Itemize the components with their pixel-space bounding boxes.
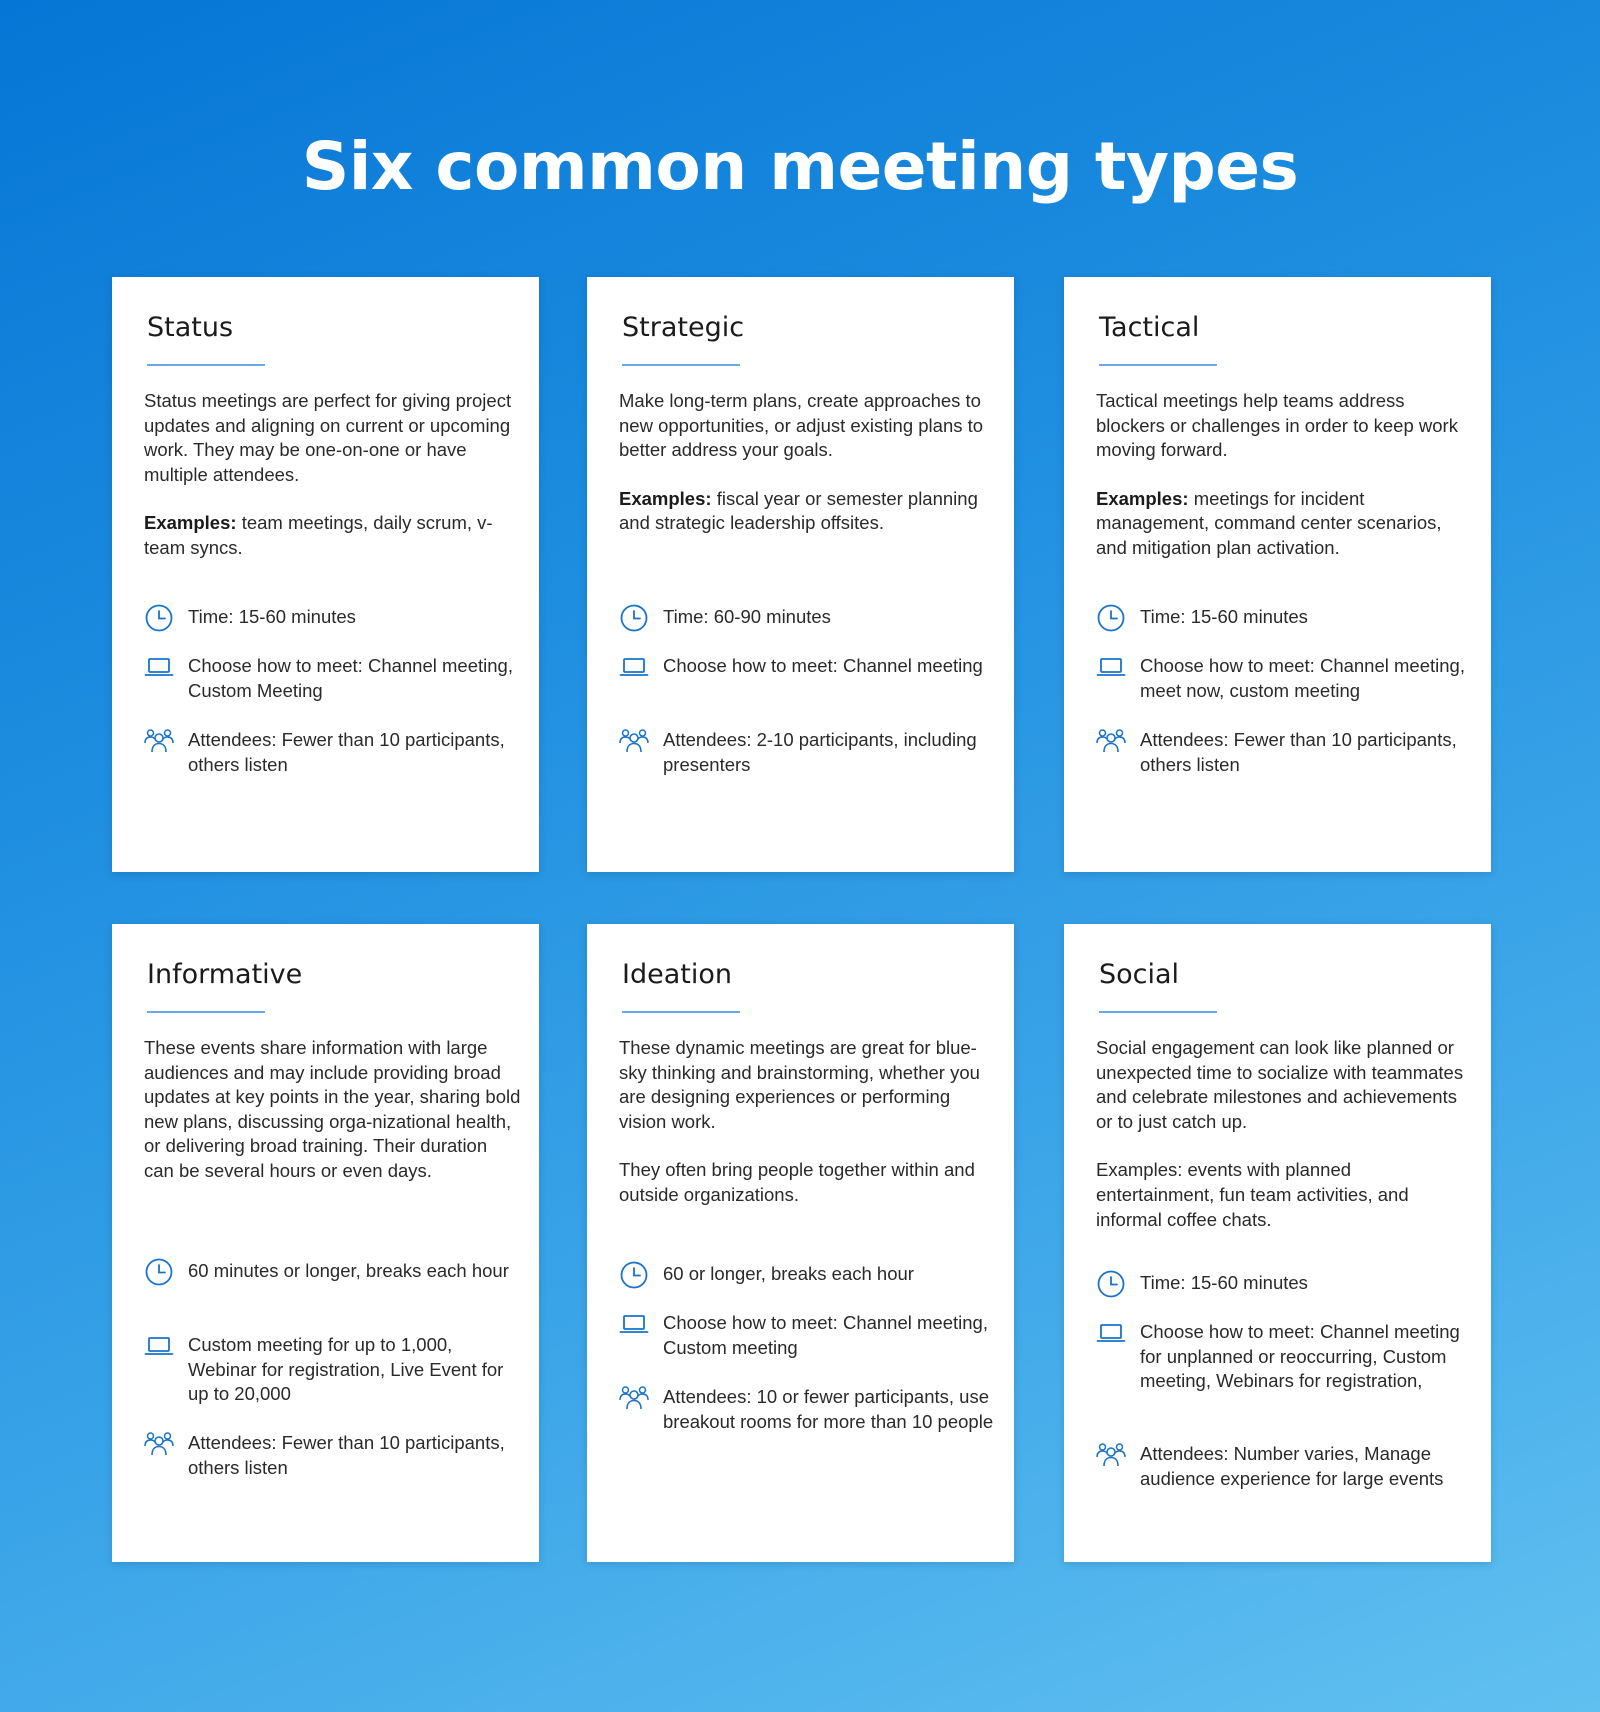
laptop-icon	[1096, 1318, 1126, 1348]
examples-text: team meetings, daily scrum, v-team syncs.	[144, 512, 493, 558]
card-ideation	[587, 924, 1014, 1562]
clock-icon	[1096, 603, 1126, 633]
people-icon	[619, 726, 649, 756]
people-icon	[619, 1383, 649, 1413]
card-description: These dynamic meetings are great for blue-sky thinking and brainstorming, whether you are designing experiences or performing vision work. They often bring people together within and outside organizations.	[619, 1037, 980, 1205]
laptop-icon	[144, 652, 174, 682]
meet-row: Choose how to meet: Channel meeting, meet now, custom meeting	[1096, 654, 1473, 703]
people-icon	[144, 726, 174, 756]
card-description: Status meetings are perfect for giving project updates and aligning on current or upcoming work. They may be one-on-one or have multiple attendees. Examples: team meetings, daily scrum, v-team syncs.	[144, 390, 512, 558]
meet-row: Choose how to meet: Channel meeting for unplanned or reoccurring, Custom meeting, Webinars for registration,	[1096, 1320, 1473, 1394]
people-icon	[1096, 1440, 1126, 1470]
title-divider	[622, 364, 740, 366]
time-row: Time: 60-90 minutes	[619, 605, 996, 633]
attendees-row: Attendees: Fewer than 10 participants, others listen	[1096, 728, 1473, 777]
card-title: Ideation	[622, 959, 732, 990]
card-description: Make long-term plans, create approaches to new opportunities, or adjust existing plans to better address your goals. Examples: fiscal year or semester planning and strategic leadership offsites.	[619, 390, 984, 534]
card-social	[1064, 924, 1491, 1562]
card-tactical	[1064, 277, 1491, 872]
examples-label: Examples:	[144, 512, 237, 534]
card-strategic	[587, 277, 1014, 872]
clock-icon	[144, 1257, 174, 1287]
title-divider	[622, 1011, 740, 1013]
laptop-icon	[1096, 652, 1126, 682]
attendees-row: Attendees: Fewer than 10 participants, others listen	[144, 728, 521, 777]
clock-icon	[619, 1260, 649, 1290]
meet-row: Choose how to meet: Channel meeting	[619, 654, 996, 682]
meet-row: Custom meeting for up to 1,000, Webinar for registration, Live Event for up to 20,000	[144, 1333, 521, 1407]
page-title: Six common meeting types	[301, 128, 1299, 205]
clock-icon	[619, 603, 649, 633]
title-divider	[147, 1011, 265, 1013]
laptop-icon	[619, 1309, 649, 1339]
time-row: 60 or longer, breaks each hour	[619, 1262, 996, 1290]
attendees-row: Attendees: 10 or fewer participants, use breakout rooms for more than 10 people	[619, 1385, 996, 1434]
title-divider	[1099, 364, 1217, 366]
card-description: Tactical meetings help teams address blockers or challenges in order to keep work moving forward. Examples: meetings for incident management, command center scenarios, and mitigation plan activation.	[1096, 390, 1458, 558]
time-row: Time: 15-60 minutes	[1096, 605, 1473, 633]
card-description: These events share information with large audiences and may include providing broad updates at key points in the year, sharing bold new plans, discussing orga-nizational health, or delivering broad training. Their duration can be several hours or even days.	[144, 1037, 521, 1181]
card-title: Social	[1099, 959, 1180, 990]
meet-row: Choose how to meet: Channel meeting, Custom meeting	[619, 1311, 996, 1360]
attendees-row: Attendees: Fewer than 10 participants, others listen	[144, 1431, 521, 1480]
card-informative	[112, 924, 539, 1562]
meet-row: Choose how to meet: Channel meeting, Custom Meeting	[144, 654, 521, 703]
title-divider	[1099, 1011, 1217, 1013]
title-divider	[147, 364, 265, 366]
clock-icon	[144, 603, 174, 633]
card-title: Strategic	[622, 312, 745, 343]
laptop-icon	[144, 1331, 174, 1361]
card-status	[112, 277, 539, 872]
card-title: Status	[147, 312, 234, 343]
examples-text: fiscal year or semester planning and strategic leadership offsites.	[619, 487, 978, 534]
card-title: Tactical	[1099, 312, 1200, 343]
attendees-row: Attendees: 2-10 participants, including presenters	[619, 728, 996, 777]
time-row: Time: 15-60 minutes	[144, 605, 521, 633]
clock-icon	[1096, 1269, 1126, 1299]
time-row: 60 minutes or longer, breaks each hour	[144, 1259, 521, 1287]
laptop-icon	[619, 652, 649, 682]
time-row: Time: 15-60 minutes	[1096, 1271, 1473, 1299]
card-description: Social engagement can look like planned or unexpected time to socialize with teammates and celebrate milestones and achievements or to just catch up. Examples: events with planned entertainment, fun team activities, and informal coffee chats.	[1096, 1037, 1464, 1230]
people-icon	[1096, 726, 1126, 756]
card-title: Informative	[147, 959, 303, 990]
examples-label: Examples:	[619, 487, 712, 509]
examples-text: meetings for incident management, command center scenarios, and mitigation plan activation.	[1096, 487, 1442, 558]
attendees-row: Attendees: Number varies, Manage audience experience for large events	[1096, 1442, 1473, 1491]
examples-label: Examples:	[1096, 487, 1189, 509]
people-icon	[144, 1429, 174, 1459]
